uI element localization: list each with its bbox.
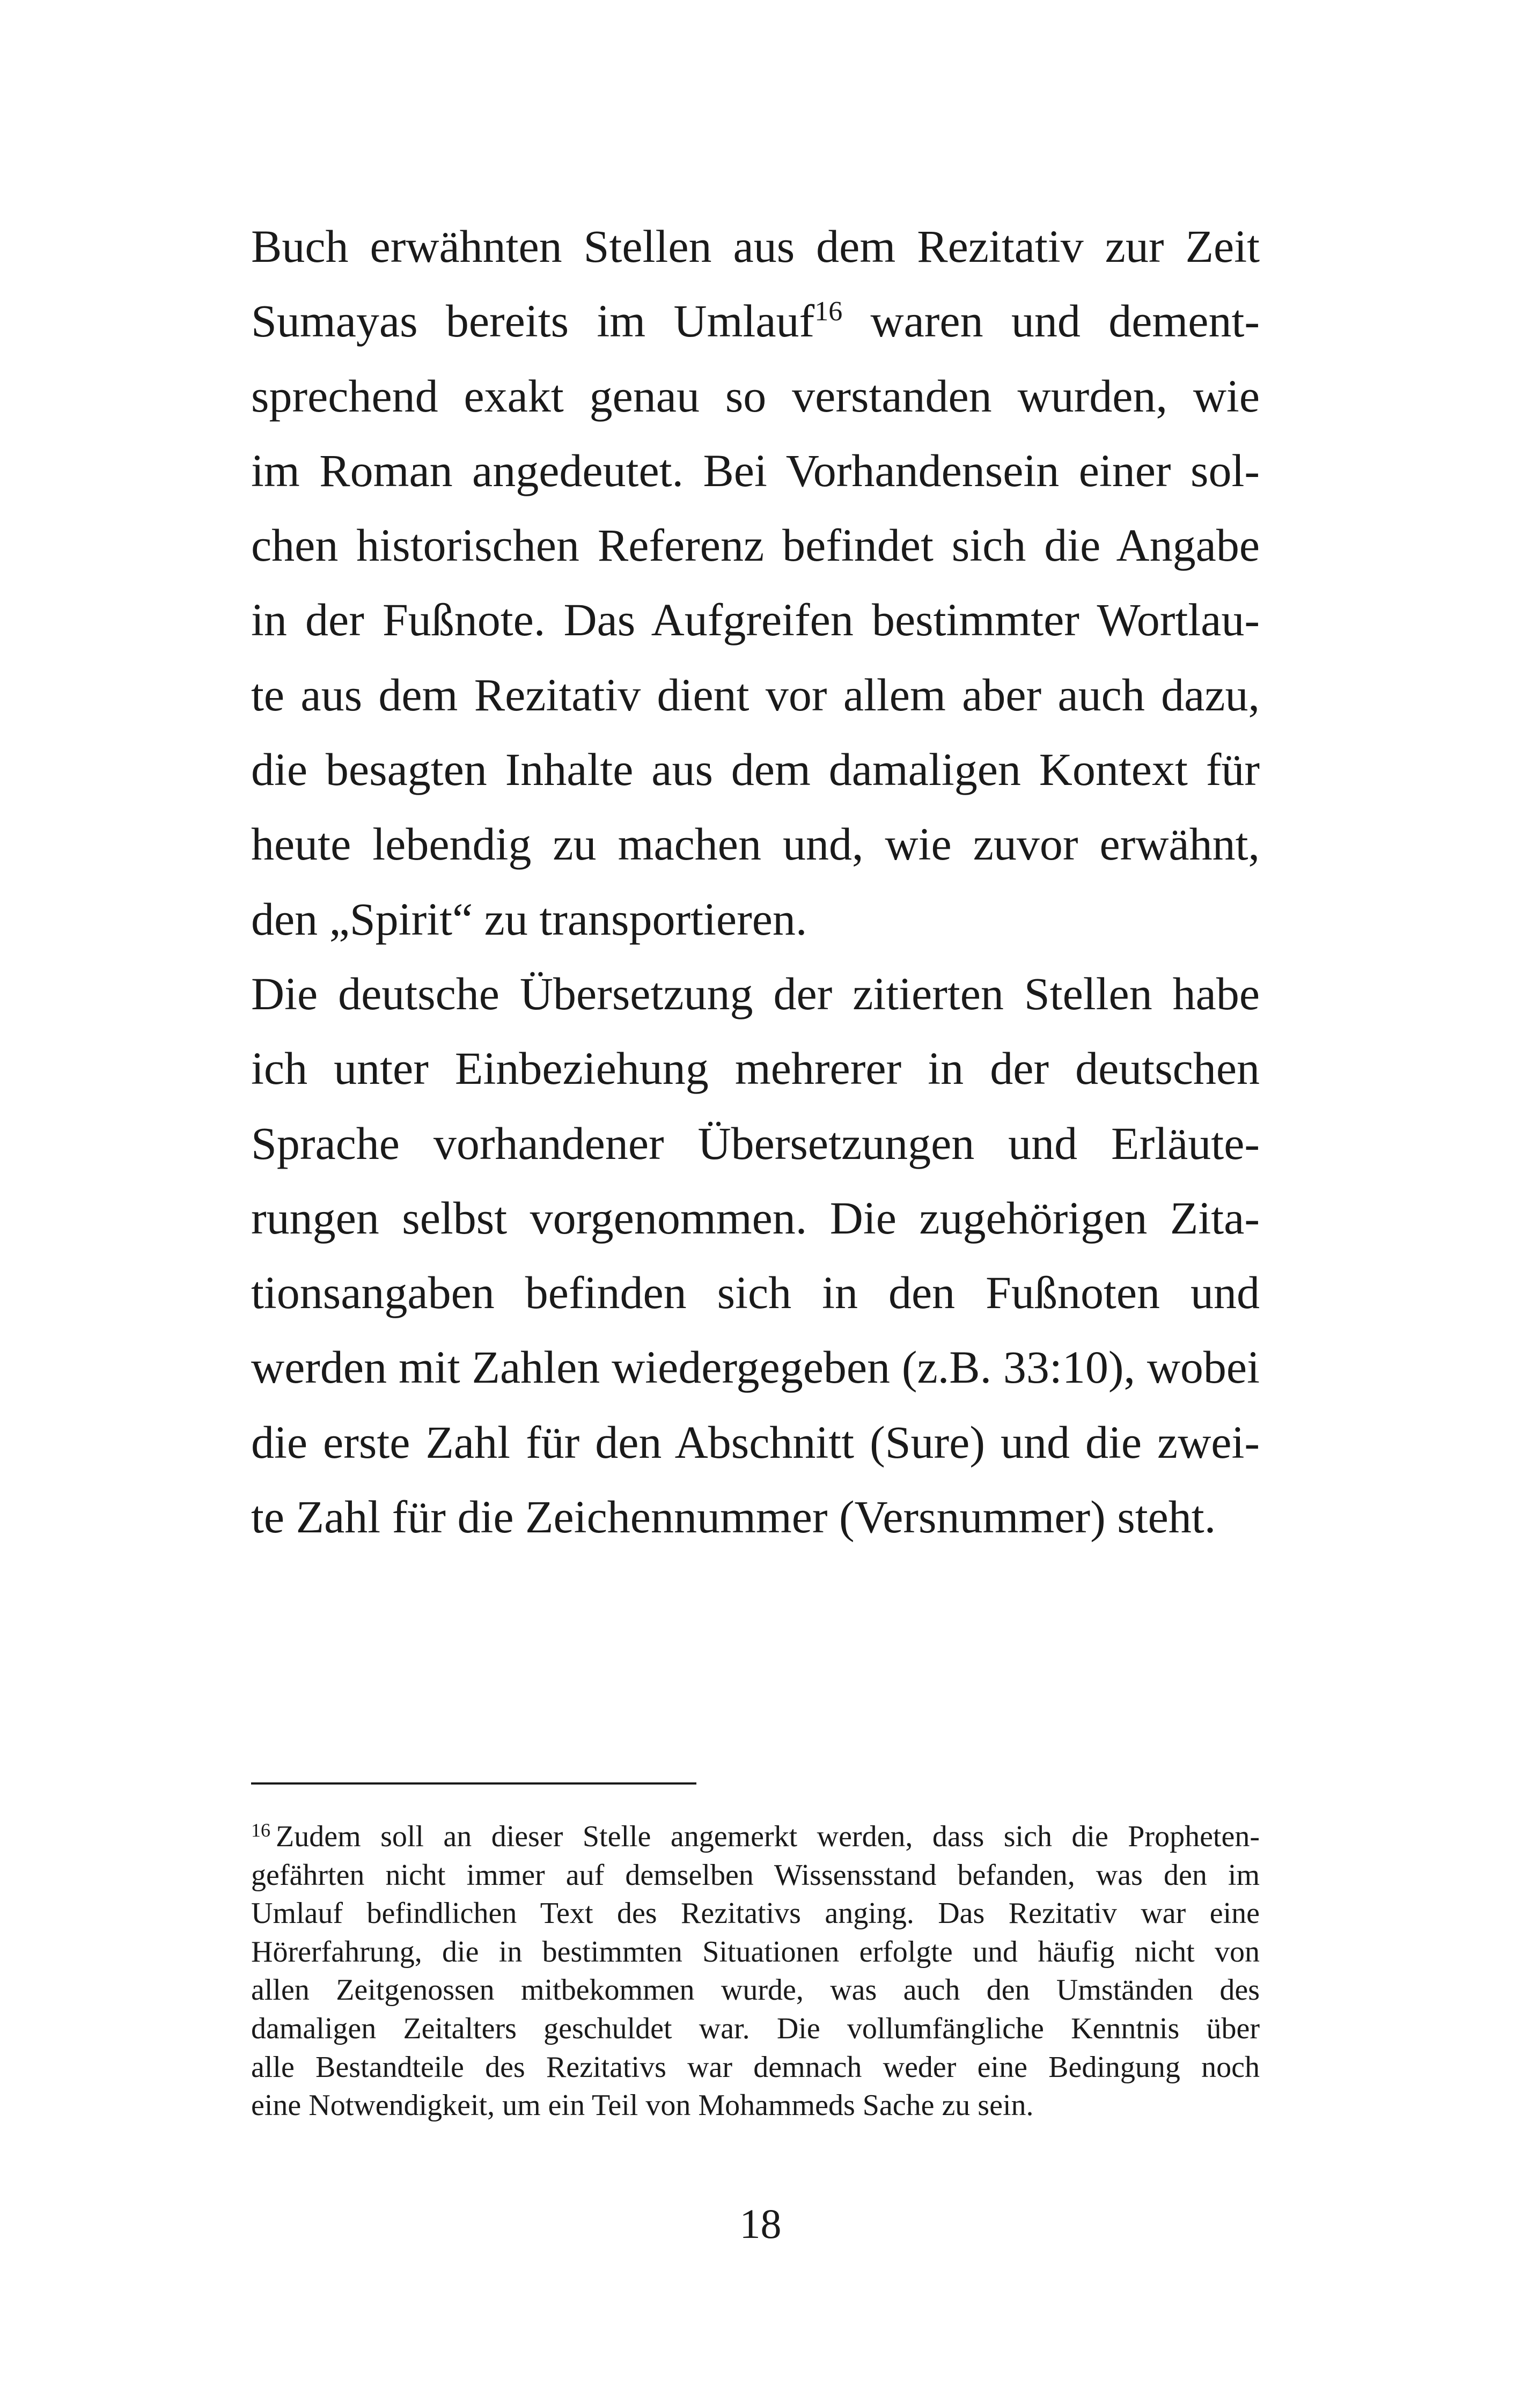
text-line: Sprache vorhandener Übersetzungen und Erläute- (251, 1117, 1260, 1169)
text-line: tionsangaben befinden sich in den Fußnoten und (251, 1267, 1260, 1319)
text-line: Die deutsche Übersetzung der zitierten Stellen habe (251, 967, 1260, 1019)
text-fragment: Sumayas bereits im Umlauf (251, 295, 815, 347)
footnote-block (251, 1818, 1260, 2125)
footnote-number: 16 (251, 1819, 270, 1841)
footnote-line: gefährten nicht immer auf demselben Wissensstand befanden, was den im (251, 1858, 1260, 1892)
text-line: chen historischen Referenz befindet sich die Angabe (251, 519, 1260, 571)
text-line: werden mit Zahlen wiedergegeben (z.B. 33:10), wobei (251, 1341, 1260, 1393)
page-number: 18 (739, 2200, 782, 2247)
text-line: ich unter Einbeziehung mehrerer in der deutschen (251, 1043, 1260, 1095)
footnote-line: damaligen Zeitalters geschuldet war. Die vollumfängliche Kenntnis über (251, 2011, 1260, 2045)
text-line: die erste Zahl für den Abschnitt (Sure) und die zwei- (251, 1416, 1260, 1468)
footnote-line: Hörerfahrung, die in bestimmten Situationen erfolgte und häufig nicht von (251, 1935, 1260, 1969)
footnote-line (251, 1818, 1260, 1856)
footnote-reference: 16 (814, 296, 843, 327)
main-text-block (251, 209, 1260, 1554)
text-line: te Zahl für die Zeichennummer (Versnummer) steht. (251, 1491, 1216, 1543)
text-line: heute lebendig zu machen und, wie zuvor erwähnt, (251, 818, 1260, 870)
footnote-text: Zudem soll an dieser Stelle angemerkt werden, dass sich die Propheten- (276, 1820, 1260, 1853)
text-line: im Roman angedeutet. Bei Vorhandensein einer sol- (251, 444, 1260, 496)
text-line: Buch erwähnten Stellen aus dem Rezitativ zur Zeit (251, 221, 1260, 272)
footnote-line: allen Zeitgenossen mitbekommen wurde, was auch den Umständen des (251, 1973, 1260, 2007)
footnote-line: alle Bestandteile des Rezitativs war demnach weder eine Bedingung noch (251, 2050, 1260, 2084)
text-line: rungen selbst vorgenommen. Die zugehörigen Zita- (251, 1192, 1260, 1244)
text-line: den „Spirit“ zu transportieren. (251, 893, 807, 945)
text-line (251, 284, 1260, 358)
text-fragment: waren und dement- (842, 295, 1260, 347)
text-line: in der Fußnote. Das Aufgreifen bestimmter Wortlau- (251, 594, 1260, 646)
text-line: te aus dem Rezitativ dient vor allem aber auch dazu, (251, 669, 1260, 721)
text-line: sprechend exakt genau so verstanden wurden, wie (251, 370, 1260, 422)
footnote-separator (251, 1782, 696, 1785)
footnote-line: eine Notwendigkeit, um ein Teil von Mohammeds Sache zu sein. (251, 2089, 1034, 2123)
text-line: die besagten Inhalte aus dem damaligen Kontext für (251, 744, 1260, 796)
footnote-line: Umlauf befindlichen Text des Rezitativs anging. Das Rezitativ war eine (251, 1897, 1260, 1930)
